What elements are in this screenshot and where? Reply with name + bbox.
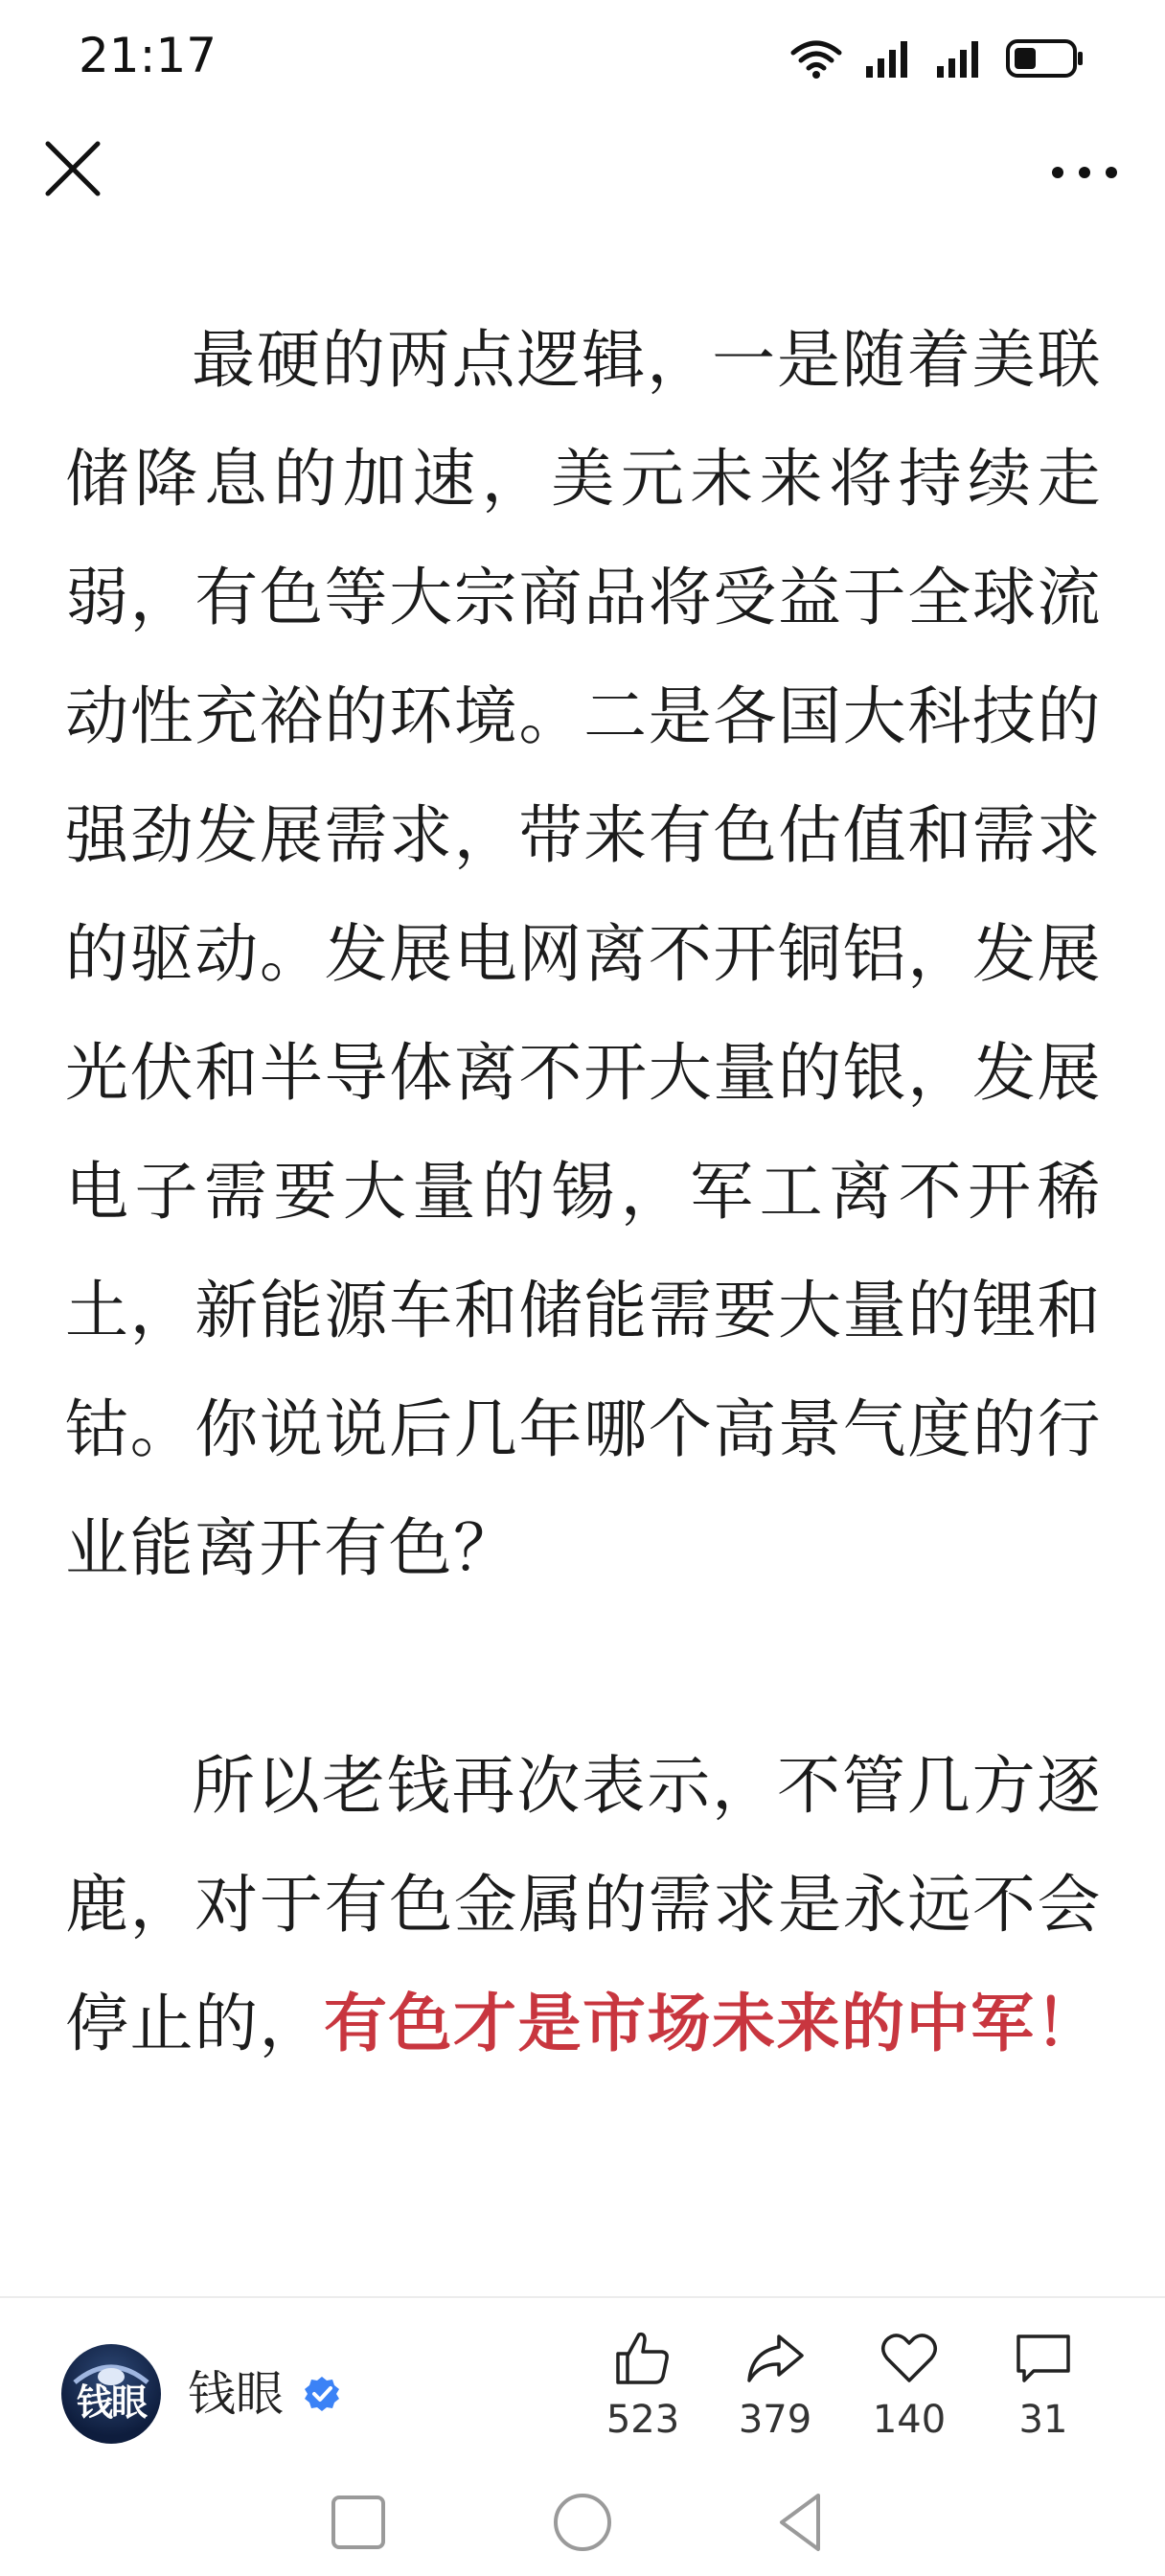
close-button[interactable] (38, 134, 107, 203)
highlighted-text[interactable]: 最硬的两点逻辑，一是随着美联储降息的加速，美元未来将持续走弱，有色等大宗商品将受益于全球流动性充裕的环境。二是各国大科技的强劲发展需求，带来有色估值和需求的驱动。发展电网离不开铜铝，发展光伏和半导体离不开大量的银，发展电子需要大量的锡，军工离不开稀土，新能源车和储能需要大量的锂和钴。你说说后几年哪个高景气度的行业能离开有色？ (65, 323, 1102, 1591)
comment-icon (1013, 2327, 1074, 2388)
more-button[interactable] (1042, 144, 1127, 201)
emphasis-text: 有色才是市场未来的中军！ (324, 1987, 1100, 2060)
signal-icon (935, 39, 985, 78)
thumbs-up-icon (612, 2327, 674, 2388)
system-nav-bar (0, 2465, 1165, 2576)
share-icon (744, 2327, 806, 2388)
back-button[interactable] (766, 2488, 835, 2557)
status-time: 21:17 (79, 28, 217, 83)
paragraph-text: 所以老钱再次表示，不管几方逐鹿，对于有色金属的需求是永远不会停止的， (65, 1749, 1102, 2060)
favorite-button[interactable] (857, 2327, 962, 2444)
like-count: 523 (605, 2398, 680, 2442)
article-paragraph (65, 301, 1102, 1608)
comment-count: 31 (1018, 2398, 1068, 2442)
status-icons (789, 33, 1085, 84)
verified-badge-icon (303, 2375, 341, 2413)
wifi-icon (789, 37, 843, 80)
status-bar (0, 0, 1165, 115)
recent-apps-button[interactable] (324, 2488, 393, 2557)
author-name[interactable]: 钱眼 (188, 2366, 284, 2422)
recent-apps-icon (324, 2488, 393, 2557)
like-button[interactable] (590, 2327, 696, 2444)
signal-icon (864, 39, 914, 78)
share-count: 379 (738, 2398, 812, 2442)
bottom-action-bar (0, 2296, 1165, 2467)
share-button[interactable] (722, 2327, 828, 2444)
comment-button[interactable] (991, 2327, 1096, 2444)
avatar-text: 钱眼 (76, 2381, 146, 2424)
battery-icon (1006, 37, 1085, 80)
article-body (65, 301, 1102, 2083)
back-icon (766, 2488, 835, 2557)
heart-icon (879, 2327, 940, 2388)
home-button[interactable] (548, 2488, 617, 2557)
close-icon (38, 134, 107, 203)
favorite-count: 140 (872, 2398, 947, 2442)
article-paragraph (65, 1727, 1102, 2083)
home-icon (548, 2488, 617, 2557)
avatar[interactable] (61, 2344, 161, 2444)
more-icon (1042, 144, 1127, 201)
